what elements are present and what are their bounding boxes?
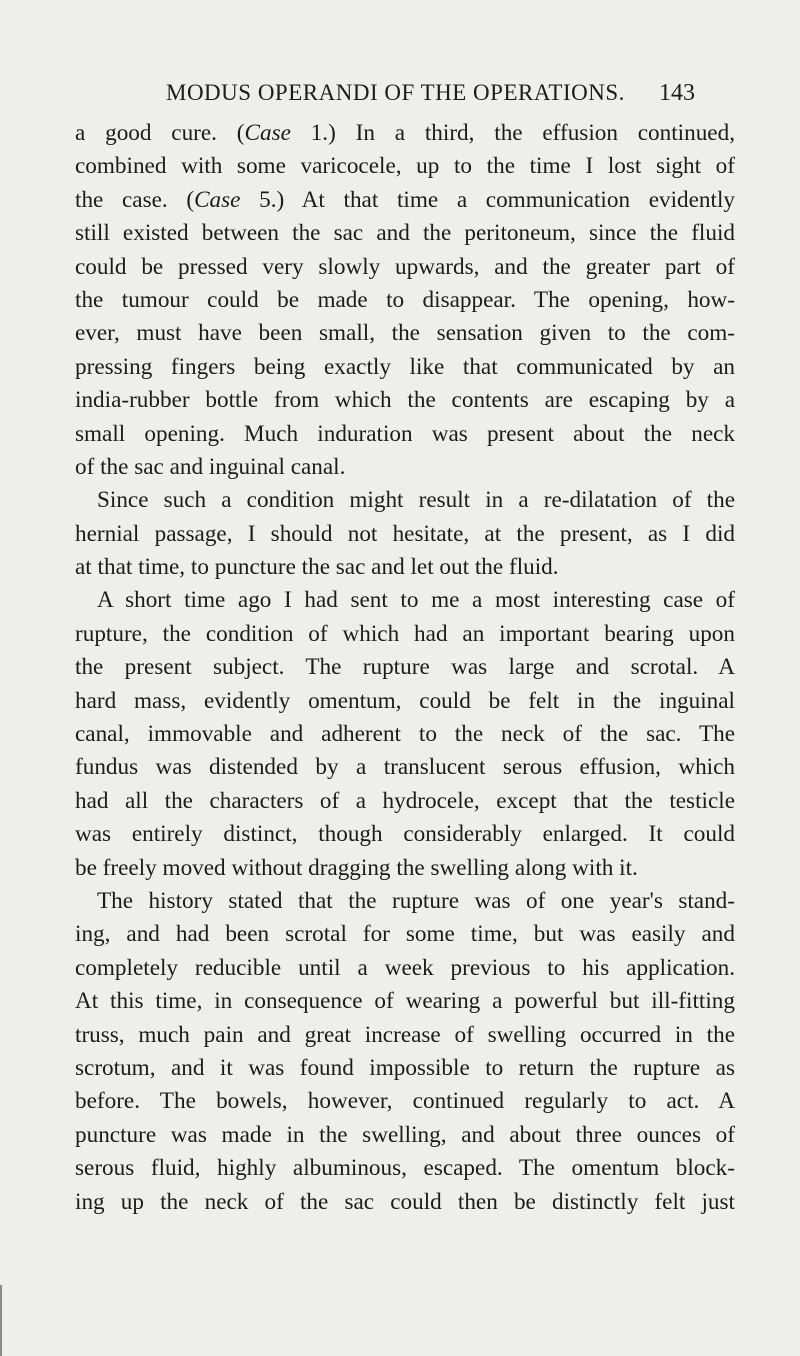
- text-line: india-rubber bottle from which the contents are escaping by a: [75, 387, 735, 414]
- text-line: scrotum, and it was found impossible to return the rupture as: [75, 1054, 735, 1081]
- text-line: of the sac and inguinal canal.: [75, 453, 346, 480]
- text-line: serous fluid, highly albuminous, escaped. The omentum block-: [75, 1155, 735, 1182]
- text-line: combined with some varicocele, up to the time I lost sight of: [75, 153, 735, 180]
- text-line: hernial passage, I should not hesitate, at the present, as I did: [75, 520, 735, 547]
- text-line: at that time, to puncture the sac and let out the fluid.: [75, 554, 559, 581]
- text-line: was entirely distinct, though considerably enlarged. It could: [75, 821, 735, 848]
- text-line: truss, much pain and great increase of swelling occurred in the: [75, 1021, 735, 1048]
- text-line: small opening. Much induration was present about the neck: [75, 420, 735, 447]
- text-line: completely reducible until a week previous to his application.: [75, 954, 735, 981]
- text-line: A short time ago I had sent to me a most interesting case of: [97, 587, 735, 614]
- text-line: a good cure. (Case 1.) In a third, the effusion continued,: [75, 120, 735, 146]
- text-line: ever, must have been small, the sensation given to the com-: [75, 320, 735, 347]
- body-text: [75, 117, 735, 1219]
- text-line: the present subject. The rupture was large and scrotal. A: [75, 654, 735, 681]
- page-edge-line: [0, 1285, 2, 1356]
- text-line: the tumour could be made to disappear. The opening, how-: [75, 286, 735, 313]
- text-line: Since such a condition might result in a re-dilatation of the: [97, 487, 735, 514]
- text-line: The history stated that the rupture was of one year's stand-: [97, 887, 735, 914]
- text-line: pressing fingers being exactly like that communicated by an: [75, 353, 735, 380]
- text-line: could be pressed very slowly upwards, and the greater part of: [75, 253, 735, 280]
- text-line: canal, immovable and adherent to the neck of the sac. The: [75, 721, 735, 748]
- text-line: rupture, the condition of which had an important bearing upon: [75, 620, 735, 647]
- running-title: MODUS OPERANDI OF THE OPERATIONS.: [166, 80, 625, 105]
- text-line: ing, and had been scrotal for some time, but was easily and: [75, 921, 735, 948]
- text-line: fundus was distended by a translucent serous effusion, which: [75, 754, 735, 781]
- text-line: At this time, in consequence of wearing a powerful but ill-fitting: [75, 988, 735, 1015]
- text-line: puncture was made in the swelling, and about three ounces of: [75, 1121, 735, 1148]
- text-line: hard mass, evidently omentum, could be felt in the inguinal: [75, 687, 735, 714]
- page-number: 143: [659, 80, 695, 106]
- page-header: [0, 78, 800, 108]
- text-line: ing up the neck of the sac could then be distinctly felt just: [75, 1188, 735, 1215]
- text-line: had all the characters of a hydrocele, except that the testicle: [75, 787, 735, 814]
- text-line: be freely moved without dragging the swelling along with it.: [75, 854, 638, 881]
- text-line: before. The bowels, however, continued regularly to act. A: [75, 1088, 735, 1115]
- text-line: the case. (Case 5.) At that time a communication evidently: [75, 186, 735, 213]
- text-line: still existed between the sac and the peritoneum, since the fluid: [75, 220, 735, 247]
